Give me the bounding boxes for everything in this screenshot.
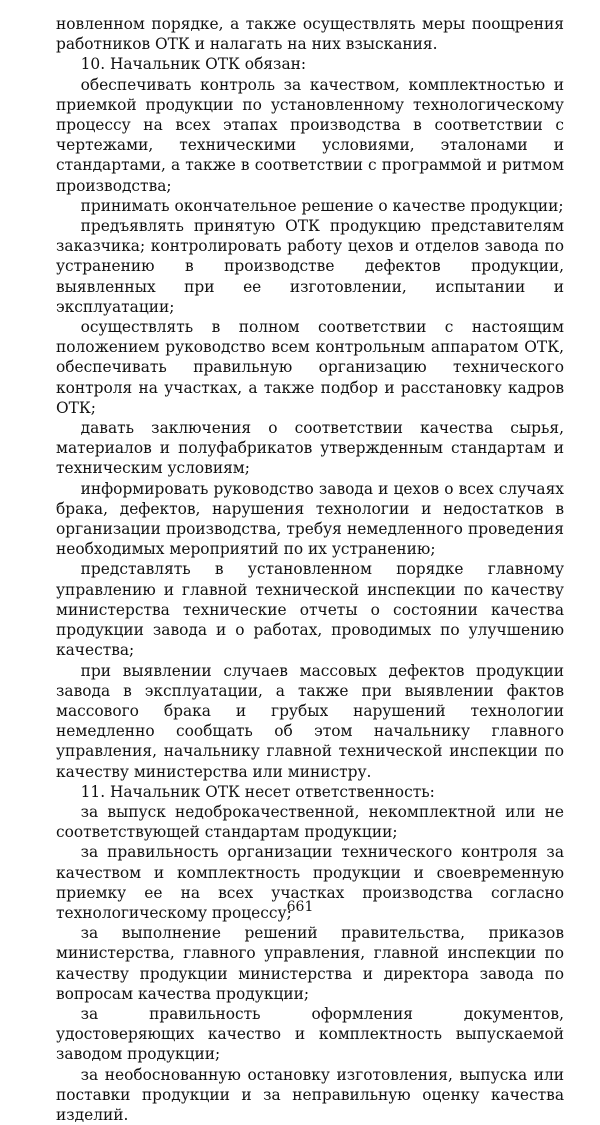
- responsibility-item: за необоснованную остановку изготовления, выпуска или поставки продукции и за неправильную оценку качества изделий.: [56, 1065, 564, 1124]
- responsibility-item: за выполнение решений правительства, приказов министерства, главного управления, главной инспекции по качеству продукции министерства и директора завода по вопросам качества продукции;: [56, 924, 564, 1003]
- duty-item: представлять в установленном порядке главному управлению и главной технической инспекции по качеству министерства технические отчеты о состоянии качества продукции завода и о работах, проводимых по улучшению качества;: [56, 560, 564, 660]
- responsibility-item: за правильность организации технического контроля за качеством и комплектность продукции и своевременную приемку ее на всех участках производства согласно технологическому процессу;: [56, 843, 564, 922]
- paragraph-continuation: новленном порядке, а также осуществлять меры поощрения работников ОТК и налагать на них взыскания.: [56, 15, 564, 54]
- duty-item: предъявлять принятую ОТК продукцию представителям заказчика; контролировать работу цехов и отделов завода по устранению в производстве дефектов продукции, выявленных при ее изготовлении, испытании и эксплуатации;: [56, 217, 564, 316]
- duty-item: осуществлять в полном соответствии с настоящим положением руководство всем контрольным аппаратом ОТК, обеспечивать правильную организацию технического контроля на участках, а также подбор и расстановку кадров ОТК;: [56, 318, 564, 417]
- section-11-heading: 11. Начальник ОТК несет ответственность:: [80, 782, 435, 801]
- body-text: [56, 14, 564, 1125]
- duty-item: принимать окончательное решение о качестве продукции;: [80, 196, 564, 215]
- responsibility-item: за выпуск недоброкачественной, некомплектной или не соответствующей стандартам продукции;: [56, 802, 564, 842]
- duty-item: при выявлении случаев массовых дефектов продукции завода в эксплуатации, а также при выявлении фактов массового брака и грубых нарушений технологии немедленно сообщать об этом начальнику главного управления, начальнику главной технической инспекции по качеству министерства или министру.: [56, 661, 564, 781]
- responsibility-item: за правильность оформления документов, удостоверяющих качество и комплектность выпускаемой заводом продукции;: [56, 1004, 564, 1064]
- duty-item: информировать руководство завода и цехов о всех случаях брака, дефектов, нарушения технологии и недостатков в организации производства, требуя немедленного проведения необходимых мероприятий по их устранению;: [56, 479, 564, 559]
- page-number: 661: [286, 899, 314, 915]
- duty-item: обеспечивать контроль за качеством, комплектностью и приемкой продукции по установленному технологическому процессу на всех этапах производства в соответствии с чертежами, техническими условиями, эталонами и стандартами, а также в соответствии с программой и ритмом производства;: [56, 75, 564, 195]
- section-10-heading: 10. Начальник ОТК обязан:: [80, 55, 307, 74]
- duty-item: давать заключения о соответствии качества сырья, материалов и полуфабрикатов утвержденным стандартам и техническим условиям;: [56, 419, 564, 478]
